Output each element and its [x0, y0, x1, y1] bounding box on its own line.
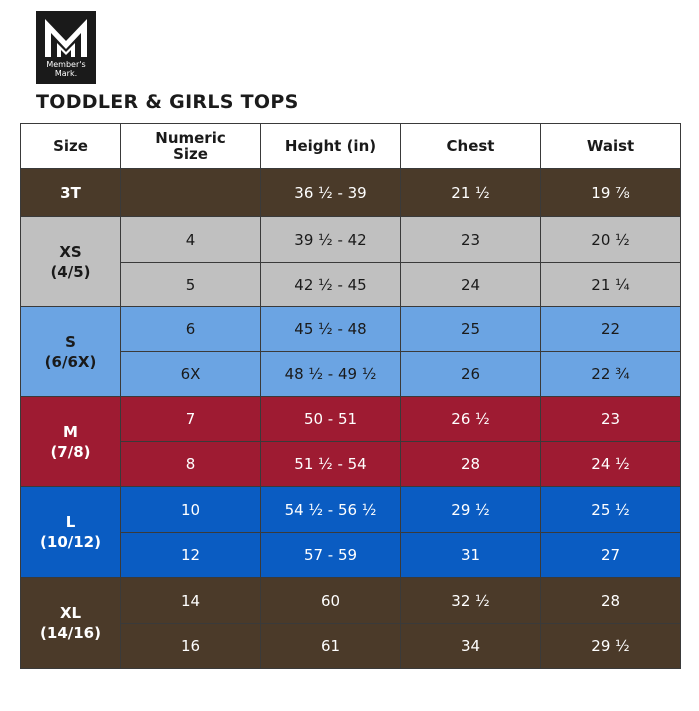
size-cell: XL (14/16): [21, 578, 121, 669]
size-cell: XS (4/5): [21, 217, 121, 307]
chest-cell: 26: [401, 352, 541, 397]
waist-cell: 22: [541, 307, 681, 352]
chest-cell: 24: [401, 263, 541, 307]
chest-cell: 25: [401, 307, 541, 352]
waist-cell: 22 ¾: [541, 352, 681, 397]
table-row: [21, 578, 681, 624]
header-height: Height (in): [261, 124, 401, 169]
height-cell: 50 - 51: [261, 397, 401, 442]
numeric-cell: 8: [121, 442, 261, 487]
numeric-cell: [121, 169, 261, 217]
table-row: [21, 217, 681, 263]
logo-text-line1: Member's: [46, 60, 86, 69]
table-row: [21, 169, 681, 217]
logo-text-line2: Mark.: [54, 69, 78, 78]
numeric-cell: 10: [121, 487, 261, 533]
height-cell: 36 ½ - 39: [261, 169, 401, 217]
height-cell: 39 ½ - 42: [261, 217, 401, 263]
header-numeric-size: Numeric Size: [121, 124, 261, 169]
height-cell: 45 ½ - 48: [261, 307, 401, 352]
height-cell: 60: [261, 578, 401, 624]
waist-cell: 28: [541, 578, 681, 624]
numeric-cell: 6X: [121, 352, 261, 397]
chest-cell: 26 ½: [401, 397, 541, 442]
height-cell: 54 ½ - 56 ½: [261, 487, 401, 533]
table-row: [21, 487, 681, 533]
page-title: TODDLER & GIRLS TOPS: [36, 91, 299, 113]
size-cell: L (10/12): [21, 487, 121, 578]
height-cell: 48 ½ - 49 ½: [261, 352, 401, 397]
header-row: [21, 124, 681, 169]
chest-cell: 23: [401, 217, 541, 263]
table-row: [21, 397, 681, 442]
chest-cell: 28: [401, 442, 541, 487]
waist-cell: 19 ⅞: [541, 169, 681, 217]
numeric-cell: 14: [121, 578, 261, 624]
chest-cell: 34: [401, 624, 541, 669]
waist-cell: 23: [541, 397, 681, 442]
height-cell: 51 ½ - 54: [261, 442, 401, 487]
waist-cell: 27: [541, 533, 681, 578]
size-cell: 3T: [21, 169, 121, 217]
header-size: Size: [21, 124, 121, 169]
height-cell: 42 ½ - 45: [261, 263, 401, 307]
chest-cell: 29 ½: [401, 487, 541, 533]
header-chest: Chest: [401, 124, 541, 169]
numeric-cell: 4: [121, 217, 261, 263]
chest-cell: 21 ½: [401, 169, 541, 217]
members-mark-logo: [36, 11, 96, 84]
numeric-cell: 16: [121, 624, 261, 669]
chest-cell: 31: [401, 533, 541, 578]
size-cell: M (7/8): [21, 397, 121, 487]
waist-cell: 25 ½: [541, 487, 681, 533]
waist-cell: 20 ½: [541, 217, 681, 263]
waist-cell: 21 ¼: [541, 263, 681, 307]
waist-cell: 24 ½: [541, 442, 681, 487]
members-mark-m-icon: [43, 17, 89, 59]
height-cell: 57 - 59: [261, 533, 401, 578]
numeric-cell: 12: [121, 533, 261, 578]
numeric-cell: 7: [121, 397, 261, 442]
header-waist: Waist: [541, 124, 681, 169]
numeric-cell: 5: [121, 263, 261, 307]
chest-cell: 32 ½: [401, 578, 541, 624]
table-row: [21, 307, 681, 352]
height-cell: 61: [261, 624, 401, 669]
size-chart-table: [20, 123, 681, 669]
numeric-cell: 6: [121, 307, 261, 352]
size-cell: S (6/6X): [21, 307, 121, 397]
waist-cell: 29 ½: [541, 624, 681, 669]
